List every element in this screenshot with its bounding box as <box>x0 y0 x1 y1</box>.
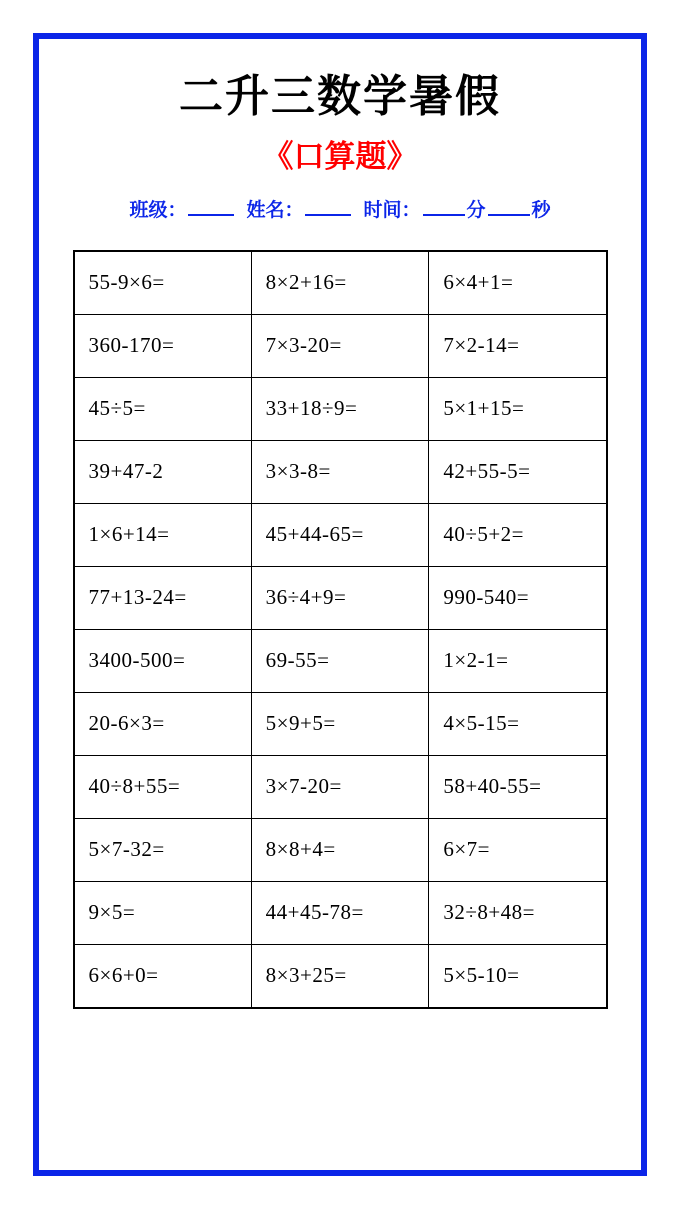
problem-cell[interactable]: 7×2-14= <box>429 314 607 377</box>
seconds-input-blank[interactable] <box>488 196 530 216</box>
table-row <box>74 944 607 1008</box>
problem-cell[interactable]: 69-55= <box>251 629 429 692</box>
table-row <box>74 251 607 315</box>
problem-cell[interactable]: 3×3-8= <box>251 440 429 503</box>
problem-cell[interactable]: 8×3+25= <box>251 944 429 1008</box>
problem-cell[interactable]: 8×2+16= <box>251 251 429 315</box>
problem-cell[interactable]: 6×4+1= <box>429 251 607 315</box>
problem-cell[interactable]: 6×7= <box>429 818 607 881</box>
problem-cell[interactable]: 3400-500= <box>74 629 252 692</box>
problem-cell[interactable]: 5×7-32= <box>74 818 252 881</box>
name-field <box>246 195 353 222</box>
minutes-input-blank[interactable] <box>423 196 465 216</box>
problem-cell[interactable]: 44+45-78= <box>251 881 429 944</box>
class-input-blank[interactable] <box>188 196 234 216</box>
table-row <box>74 692 607 755</box>
problem-cell[interactable]: 33+18÷9= <box>251 377 429 440</box>
table-row <box>74 818 607 881</box>
name-input-blank[interactable] <box>305 196 351 216</box>
problem-cell[interactable]: 8×8+4= <box>251 818 429 881</box>
time-field <box>363 195 550 222</box>
problem-cell[interactable]: 45+44-65= <box>251 503 429 566</box>
problem-cell[interactable]: 39+47-2 <box>74 440 252 503</box>
table-row <box>74 566 607 629</box>
table-row <box>74 440 607 503</box>
problem-cell[interactable]: 990-540= <box>429 566 607 629</box>
table-row <box>74 314 607 377</box>
second-label: 秒 <box>531 199 551 221</box>
problem-cell[interactable]: 20-6×3= <box>74 692 252 755</box>
class-label: 班级： <box>129 199 187 221</box>
table-row <box>74 881 607 944</box>
problem-cell[interactable]: 7×3-20= <box>251 314 429 377</box>
page-subtitle: 《口算题》 <box>262 138 418 174</box>
minute-label: 分 <box>466 199 486 221</box>
table-row <box>74 503 607 566</box>
problem-cell[interactable]: 4×5-15= <box>429 692 607 755</box>
problem-cell[interactable]: 58+40-55= <box>429 755 607 818</box>
problem-cell[interactable]: 6×6+0= <box>74 944 252 1008</box>
problem-cell[interactable]: 45÷5= <box>74 377 252 440</box>
problem-cell[interactable]: 5×1+15= <box>429 377 607 440</box>
page-border <box>33 33 647 1176</box>
problem-cell[interactable]: 36÷4+9= <box>251 566 429 629</box>
problem-cell[interactable]: 77+13-24= <box>74 566 252 629</box>
problem-cell[interactable]: 55-9×6= <box>74 251 252 315</box>
problem-cell[interactable]: 360-170= <box>74 314 252 377</box>
problem-cell[interactable]: 3×7-20= <box>251 755 429 818</box>
class-field <box>129 195 236 222</box>
page-title: 二升三数学暑假 <box>179 72 501 121</box>
problem-cell[interactable]: 1×2-1= <box>429 629 607 692</box>
table-row <box>74 629 607 692</box>
table-row <box>74 755 607 818</box>
problem-cell[interactable]: 40÷8+55= <box>74 755 252 818</box>
problem-cell[interactable]: 42+55-5= <box>429 440 607 503</box>
student-info-row <box>69 195 611 222</box>
name-label: 姓名： <box>246 199 304 221</box>
problem-cell[interactable]: 5×9+5= <box>251 692 429 755</box>
problem-cell[interactable]: 40÷5+2= <box>429 503 607 566</box>
problem-cell[interactable]: 1×6+14= <box>74 503 252 566</box>
table-row <box>74 377 607 440</box>
problem-cell[interactable]: 32÷8+48= <box>429 881 607 944</box>
time-label: 时间： <box>363 199 421 221</box>
problems-table <box>73 250 608 1009</box>
worksheet-content <box>39 39 641 1170</box>
problem-cell[interactable]: 9×5= <box>74 881 252 944</box>
problem-cell[interactable]: 5×5-10= <box>429 944 607 1008</box>
